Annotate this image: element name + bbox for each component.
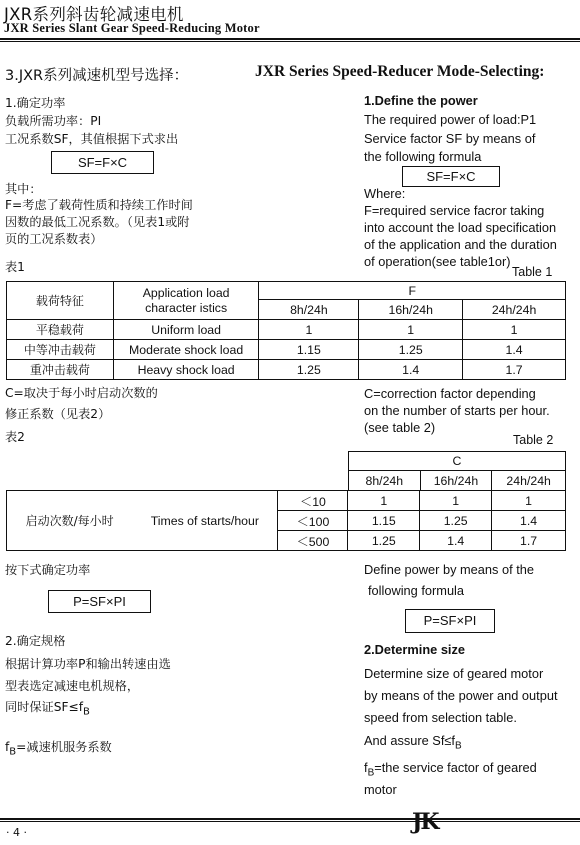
left-p2-line3-sub: B xyxy=(83,706,90,718)
t1-cell: 1 xyxy=(259,320,359,340)
header-rule xyxy=(0,38,580,40)
table-2 xyxy=(6,490,566,551)
t1-row3-cn: 重冲击载荷 xyxy=(7,360,114,380)
t1-header-cn: 载荷特征 xyxy=(7,282,114,320)
left-fb-sub: B xyxy=(9,746,17,758)
t1-cell: 1.25 xyxy=(259,360,359,380)
t1-cell: 1 xyxy=(359,320,463,340)
t2-cell: 1.7 xyxy=(492,531,566,551)
t2-cell: 1.4 xyxy=(492,511,566,531)
t1-cell: 1.4 xyxy=(359,360,463,380)
left-p2-line3-text: 同时保证SF≤f xyxy=(5,700,83,714)
left-c-line2: 修正系数（见表2） xyxy=(5,407,111,421)
t1-header-en-line1: Application load xyxy=(142,285,230,300)
right-where-line2: into account the load specification xyxy=(364,220,557,235)
left-p1-line2: 工况系数SF，其值根据下式求出 xyxy=(5,132,179,146)
right-power-line1: Define power by means of the xyxy=(364,562,535,577)
t1-row1-en: Uniform load xyxy=(113,320,259,340)
right-fb-sub: B xyxy=(367,767,375,779)
right-where-line4: of operation(see table1or) xyxy=(364,254,511,269)
left-where-line2: 因数的最低工况系数。（见表1或附 xyxy=(5,215,190,229)
header-rule-thin xyxy=(0,41,580,42)
t1-cell: 1 xyxy=(463,320,566,340)
right-c-line2: on the number of starts per hour. xyxy=(364,403,550,418)
formula-p-en: P=SF×PI xyxy=(405,609,495,633)
t1-col-8h: 8h/24h xyxy=(259,300,359,320)
left-p2-line2: 型表选定减速电机规格， xyxy=(5,679,140,693)
table-2-header xyxy=(348,451,566,491)
left-p2-heading: 2.确定规格 xyxy=(5,634,66,648)
right-fb-line1-text: =the service factor of geared xyxy=(374,760,537,775)
t2-cell: 1.25 xyxy=(420,511,492,531)
left-p2-line1: 根据计算功率P和输出转速由选 xyxy=(5,657,171,671)
right-fb-f: f xyxy=(364,760,368,775)
right-p1-heading: 1.Define the power xyxy=(364,93,478,108)
t2-cell: 1 xyxy=(420,491,492,511)
t1-cell: 1.15 xyxy=(259,340,359,360)
t2-col-24h: 24h/24h xyxy=(492,471,566,491)
right-where-label: Where: xyxy=(364,186,406,201)
right-p1-line3: the following formula xyxy=(364,149,482,164)
section-title-cn: 3.JXR系列减速机型号选择： xyxy=(5,68,189,84)
left-where-label: 其中： xyxy=(5,182,42,196)
left-p2-line3 xyxy=(5,698,90,721)
t1-cell: 1.25 xyxy=(359,340,463,360)
t2-key: ＜100 xyxy=(278,511,348,531)
t1-header-f: F xyxy=(259,282,566,300)
t2-key: ＜10 xyxy=(278,491,348,511)
t1-cell: 1.7 xyxy=(463,360,566,380)
t2-cell: 1 xyxy=(348,491,420,511)
left-table1-label: 表1 xyxy=(5,260,25,274)
page-number: · 4 · xyxy=(6,826,27,839)
left-p1-heading: 1.确定功率 xyxy=(5,96,66,110)
t1-row1-cn: 平稳载荷 xyxy=(7,320,114,340)
right-p1-line1: The required power of load:P1 xyxy=(364,112,537,127)
right-where-line1: F=required service facror taking xyxy=(364,203,545,218)
t2-header-c: C xyxy=(349,452,566,471)
brand-logo: JK xyxy=(412,809,438,835)
left-where-line3: 页的工况系数表） xyxy=(5,232,103,246)
section-title-en: JXR Series Speed-Reducer Mode-Selecting: xyxy=(255,63,545,80)
right-power-line2: following formula xyxy=(368,583,465,598)
t2-cell: 1 xyxy=(492,491,566,511)
right-p2-line4-sub: B xyxy=(454,740,462,752)
formula-p-cn: P=SF×PI xyxy=(48,590,151,613)
formula-sf-cn: SF=F×C xyxy=(51,151,154,174)
t2-cell: 1.15 xyxy=(348,511,420,531)
right-c-line3: (see table 2) xyxy=(364,420,436,435)
header-title-en: JXR Series Slant Gear Speed-Reducing Motor xyxy=(4,21,260,35)
left-fb-def-text: =减速机服务系数 xyxy=(16,740,112,754)
left-c-line1: C=取决于每小时启动次数的 xyxy=(5,386,158,400)
right-p2-line4 xyxy=(364,730,462,757)
right-p2-line4-text: And assure Sf≤f xyxy=(364,733,455,748)
t1-header-en-line2: character istics xyxy=(145,300,228,315)
t2-col-8h: 8h/24h xyxy=(349,471,421,491)
left-fb-f: f xyxy=(5,740,10,754)
right-where-line3: of the application and the duration xyxy=(364,237,557,252)
left-where-line1: F=考虑了载荷性质和持续工作时间 xyxy=(5,198,193,212)
right-c-line1: C=correction factor depending xyxy=(364,386,536,401)
right-table2-label: Table 2 xyxy=(513,433,554,447)
left-fb-def xyxy=(5,738,112,761)
t2-col-16h: 16h/24h xyxy=(420,471,492,491)
t2-cell: 1.4 xyxy=(420,531,492,551)
right-p2-line2: by means of the power and output xyxy=(364,688,558,703)
right-fb-line2: motor xyxy=(364,782,397,797)
right-p2-line1: Determine size of geared motor xyxy=(364,666,544,681)
t1-row2-cn: 中等冲击载荷 xyxy=(7,340,114,360)
t2-cell: 1.25 xyxy=(348,531,420,551)
header-title-cn: JXR系列斜齿轮减速电机 xyxy=(4,5,184,24)
footer-rule-thin xyxy=(0,821,580,822)
t1-row2-en: Moderate shock load xyxy=(113,340,259,360)
t2-label-en: Times of starts/hour xyxy=(132,491,278,551)
right-table1-label: Table 1 xyxy=(512,265,553,279)
table-1 xyxy=(6,281,566,380)
t1-row3-en: Heavy shock load xyxy=(113,360,259,380)
footer-rule xyxy=(0,818,580,820)
t1-col-24h: 24h/24h xyxy=(463,300,566,320)
t2-label-cn: 启动次数/每小时 xyxy=(7,491,133,551)
left-power-by: 按下式确定功率 xyxy=(5,563,91,577)
right-p2-line3: speed from selection table. xyxy=(364,710,517,725)
t1-cell: 1.4 xyxy=(463,340,566,360)
left-table2-label: 表2 xyxy=(5,430,25,444)
right-p1-line2: Service factor SF by means of xyxy=(364,131,536,146)
formula-sf-en: SF=F×C xyxy=(402,166,500,187)
t2-key: ＜500 xyxy=(278,531,348,551)
t1-header-en xyxy=(113,282,259,320)
t1-col-16h: 16h/24h xyxy=(359,300,463,320)
right-p2-heading: 2.Determine size xyxy=(364,642,466,657)
left-p1-line1: 负载所需功率：PI xyxy=(5,114,102,128)
